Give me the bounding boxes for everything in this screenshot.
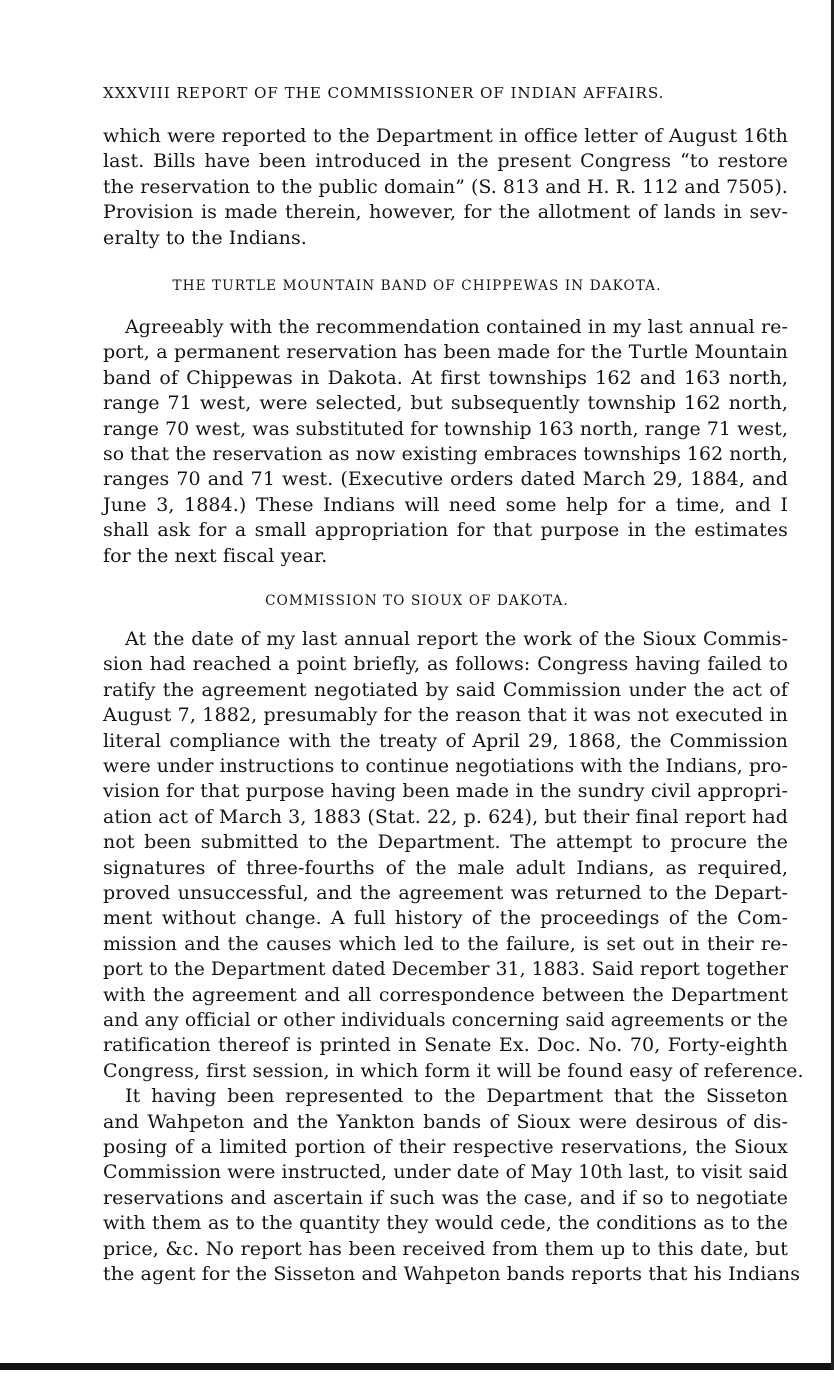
text-line: August 7, 1882, presumably for the reason that it was not executed in	[103, 704, 788, 727]
text-line: mission and the causes which led to the failure, is set out in their re-	[103, 932, 788, 955]
text-line: literal compliance with the treaty of April 29, 1868, the Commission	[103, 729, 788, 752]
text-line: range 71 west, were selected, but subsequently township 162 north,	[103, 392, 788, 415]
text-line: signatures of three-fourths of the male adult Indians, as required,	[103, 856, 788, 879]
text-line: shall ask for a small appropriation for that purpose in the estimates	[103, 519, 788, 542]
text-line: reservations and ascertain if such was the case, and if so to negotiate	[103, 1186, 788, 1209]
section-heading-sioux-commission: COMMISSION TO SIOUX OF DAKOTA.	[265, 593, 569, 609]
text-line: eralty to the Indians.	[103, 226, 307, 249]
text-line: with them as to the quantity they would cede, the conditions as to the	[103, 1212, 788, 1235]
text-line: ranges 70 and 71 west. (Executive orders dated March 29, 1884, and	[103, 468, 788, 491]
page-bottom-border	[0, 1363, 834, 1370]
text-line: for the next fiscal year.	[103, 544, 328, 567]
text-line: Commission were instructed, under date of May 10th last, to visit said	[103, 1161, 788, 1184]
text-line: and any official or other individuals concerning said agreements or the	[103, 1009, 788, 1031]
text-line: port, a permanent reservation has been made for the Turtle Mountain	[103, 341, 788, 364]
text-line: range 70 west, was substituted for township 163 north, range 71 west,	[103, 417, 788, 440]
text-line: ratify the agreement negotiated by said Commission under the act of	[103, 678, 788, 701]
text-line: port to the Department dated December 31, 1883. Said report together	[103, 958, 788, 981]
text-line: June 3, 1884.) These Indians will need some help for a time, and I	[103, 493, 788, 516]
text-line: were under instructions to continue negotiations with the Indians, pro-	[103, 755, 788, 777]
text-line: with the agreement and all correspondence between the Department	[103, 983, 788, 1006]
text-line: proved unsuccessful, and the agreement was returned to the Depart-	[103, 882, 788, 904]
text-line: At the date of my last annual report the work of the Sioux Commis-	[125, 628, 788, 650]
text-line: ation act of March 3, 1883 (Stat. 22, p. 624), but their final report had	[103, 805, 788, 828]
section-heading-turtle-mountain: THE TURTLE MOUNTAIN BAND OF CHIPPEWAS IN DAKOTA.	[172, 278, 662, 294]
text-line: It having been represented to the Department that the Sisseton	[125, 1085, 788, 1108]
text-line: last. Bills have been introduced in the present Congress “to restore	[103, 150, 788, 173]
running-header: XXXVIII REPORT OF THE COMMISSIONER OF INDIAN AFFAIRS.	[103, 84, 665, 102]
text-line: the agent for the Sisseton and Wahpeton bands reports that his Indians	[103, 1263, 801, 1285]
text-line: band of Chippewas in Dakota. At first townships 162 and 163 north,	[103, 366, 788, 389]
text-line: ment without change. A full history of the proceedings of the Com-	[103, 907, 788, 930]
text-line: posing of a limited portion of their respective reservations, the Sioux	[103, 1136, 788, 1158]
text-line: Agreeably with the recommendation contained in my last annual re-	[125, 316, 788, 338]
text-line: which were reported to the Department in office letter of August 16th	[103, 125, 788, 147]
text-line: Congress, first session, in which form it will be found easy of reference.	[103, 1059, 804, 1082]
text-line: price, &c. No report has been received from them up to this date, but	[103, 1237, 788, 1260]
text-line: vision for that purpose having been made in the sundry civil appropri-	[103, 780, 788, 803]
text-line: so that the reservation as now existing embraces townships 162 north,	[103, 443, 788, 465]
text-line: sion had reached a point briefly, as follows: Congress having failed to	[103, 653, 788, 676]
text-line: ratification thereof is printed in Senate Ex. Doc. No. 70, Forty-eighth	[103, 1034, 788, 1057]
text-line: not been submitted to the Department. The attempt to procure the	[103, 831, 788, 854]
text-line: Provision is made therein, however, for the allotment of lands in sev-	[103, 201, 788, 224]
text-line: the reservation to the public domain” (S. 813 and H. R. 112 and 7505).	[103, 175, 788, 198]
text-line: and Wahpeton and the Yankton bands of Sioux were desirous of dis-	[103, 1110, 788, 1133]
